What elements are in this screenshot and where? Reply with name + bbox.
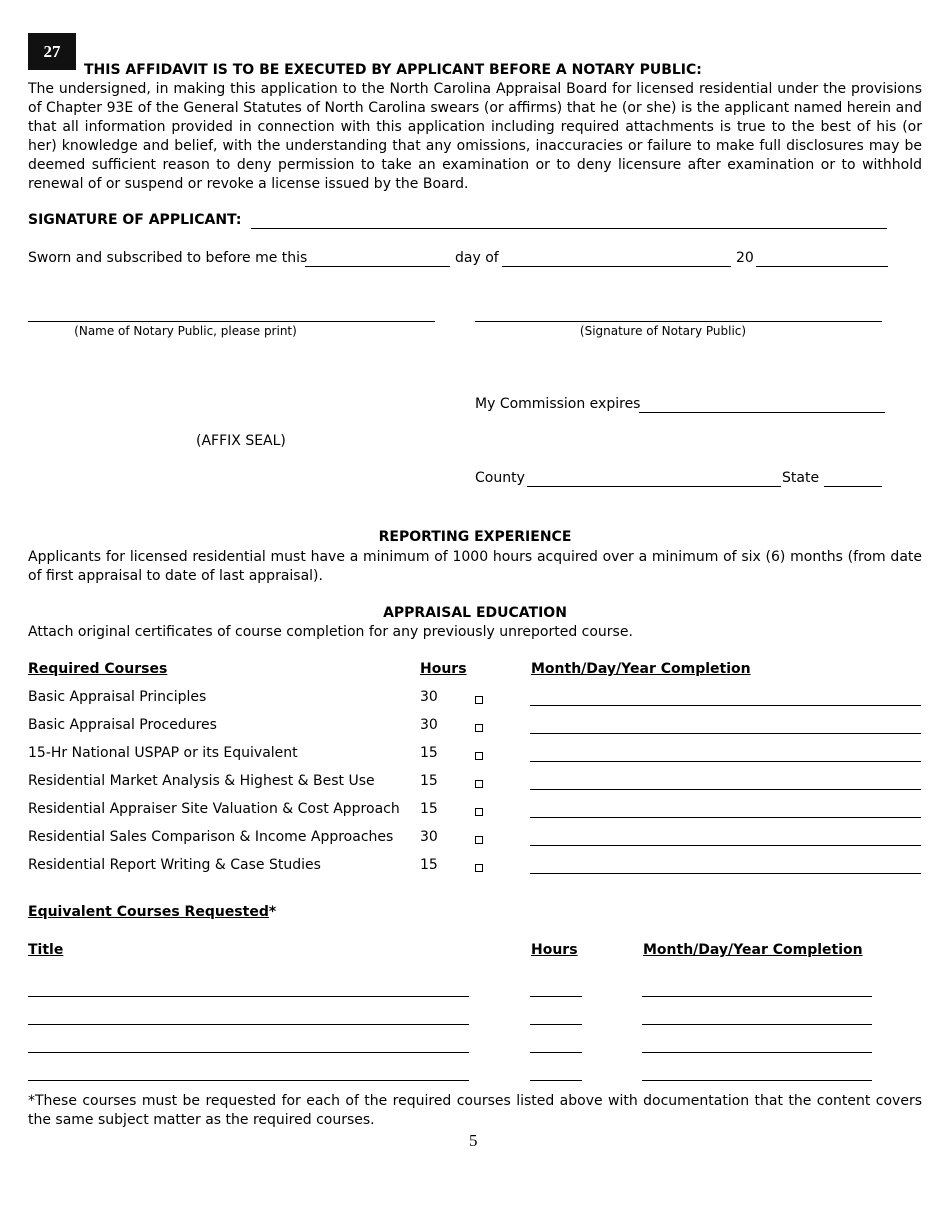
reporting-body: Applicants for licensed residential must have a minimum of 1000 hours acquired over a minimum of six (6) months (from date of first appraisal to date of last appraisal).	[28, 549, 922, 584]
course-checkbox[interactable]	[475, 724, 483, 732]
required-completion-header: Month/Day/Year Completion	[531, 661, 751, 677]
course-completion-field[interactable]	[530, 873, 921, 874]
equivalent-courses-asterisk: *	[268, 904, 277, 920]
course-completion-field[interactable]	[530, 845, 921, 846]
course-name: Basic Appraisal Principles	[28, 689, 207, 705]
education-heading: APPRAISAL EDUCATION	[383, 605, 567, 621]
signature-label: SIGNATURE OF APPLICANT:	[28, 212, 242, 228]
course-hours: 15	[420, 745, 438, 761]
equivalent-courses-heading-text: Equivalent Courses Requested	[28, 904, 269, 920]
course-name: 15-Hr National USPAP or its Equivalent	[28, 745, 298, 761]
sworn-day-of: day of	[455, 250, 499, 266]
course-checkbox[interactable]	[475, 780, 483, 788]
required-courses-header: Required Courses	[28, 661, 168, 677]
equivalent-hours-field[interactable]	[530, 1052, 582, 1053]
equivalent-title-header: Title	[28, 942, 64, 958]
course-name: Residential Appraiser Site Valuation & Cost Approach	[28, 801, 400, 817]
equivalent-hours-field[interactable]	[530, 996, 582, 997]
course-name: Residential Report Writing & Case Studies	[28, 857, 321, 873]
affidavit-title: THIS AFFIDAVIT IS TO BE EXECUTED BY APPLICANT BEFORE A NOTARY PUBLIC:	[84, 62, 702, 78]
course-hours: 15	[420, 773, 438, 789]
equivalent-title-field[interactable]	[28, 1080, 469, 1081]
course-completion-field[interactable]	[530, 733, 921, 734]
course-name: Residential Sales Comparison & Income Approaches	[28, 829, 394, 845]
education-body: Attach original certificates of course completion for any previously unreported course.	[28, 624, 633, 640]
notary-name-caption: (Name of Notary Public, please print)	[74, 324, 297, 338]
equivalent-title-field[interactable]	[28, 1024, 469, 1025]
commission-label: My Commission expires	[475, 396, 641, 412]
notary-name-field[interactable]	[28, 321, 435, 322]
notary-signature-caption: (Signature of Notary Public)	[579, 324, 747, 338]
course-hours: 30	[420, 689, 438, 705]
course-checkbox[interactable]	[475, 808, 483, 816]
course-hours: 15	[420, 857, 438, 873]
course-completion-field[interactable]	[530, 761, 921, 762]
course-checkbox[interactable]	[475, 864, 483, 872]
course-hours: 30	[420, 717, 438, 733]
sworn-year-prefix: 20	[736, 250, 754, 266]
county-label: County	[475, 470, 525, 486]
equivalent-title-field[interactable]	[28, 1052, 469, 1053]
affidavit-body: The undersigned, in making this application to the North Carolina Appraisal Board for licensed residential under the provisions of Chapter 93E of the General Statutes of North Carolina swears (or affirms) that he (or she) is the applicant named herein and that all information provided in connection with this application including required attachments is true to the best of his (or her) knowledge and belief, with the understanding that any omissions, inaccuracies or failure to make full disclosures may be deemed sufficient reason to deny permission to take an examination or to deny licensure after examination or to withhold renewal of or suspend or revoke a license issued by the Board.	[28, 81, 922, 192]
county-field[interactable]	[527, 486, 781, 487]
state-label: State	[782, 470, 820, 486]
sworn-prefix: Sworn and subscribed to before me this	[28, 250, 308, 266]
course-checkbox[interactable]	[475, 696, 483, 704]
equivalent-title-field[interactable]	[28, 996, 469, 997]
course-name: Basic Appraisal Procedures	[28, 717, 217, 733]
equivalent-hours-field[interactable]	[530, 1024, 582, 1025]
course-hours: 30	[420, 829, 438, 845]
state-field[interactable]	[824, 486, 882, 487]
page-number: 5	[469, 1131, 478, 1150]
sworn-day-field[interactable]	[305, 266, 450, 267]
required-hours-header: Hours	[420, 661, 467, 677]
equivalent-completion-field[interactable]	[642, 1052, 872, 1053]
page-badge: 27	[28, 33, 76, 70]
course-hours: 15	[420, 801, 438, 817]
course-completion-field[interactable]	[530, 789, 921, 790]
equivalent-completion-field[interactable]	[642, 1080, 872, 1081]
sworn-year-field[interactable]	[756, 266, 888, 267]
course-completion-field[interactable]	[530, 705, 921, 706]
equivalent-completion-field[interactable]	[642, 1024, 872, 1025]
notary-signature-field[interactable]	[475, 321, 882, 322]
signature-field[interactable]	[251, 228, 887, 229]
equivalent-footnote: *These courses must be requested for each of the required courses listed above with documentation that the content covers the same subject matter as the required courses.	[28, 1093, 922, 1128]
course-checkbox[interactable]	[475, 836, 483, 844]
equivalent-courses-heading	[28, 904, 276, 920]
course-completion-field[interactable]	[530, 817, 921, 818]
equivalent-completion-header: Month/Day/Year Completion	[643, 942, 863, 958]
equivalent-hours-header: Hours	[531, 942, 578, 958]
sworn-month-field[interactable]	[502, 266, 731, 267]
course-name: Residential Market Analysis & Highest & Best Use	[28, 773, 375, 789]
equivalent-completion-field[interactable]	[642, 996, 872, 997]
affix-seal-label: (AFFIX SEAL)	[196, 433, 286, 449]
equivalent-hours-field[interactable]	[530, 1080, 582, 1081]
commission-expires-field[interactable]	[639, 412, 885, 413]
reporting-heading: REPORTING EXPERIENCE	[378, 529, 572, 545]
course-checkbox[interactable]	[475, 752, 483, 760]
